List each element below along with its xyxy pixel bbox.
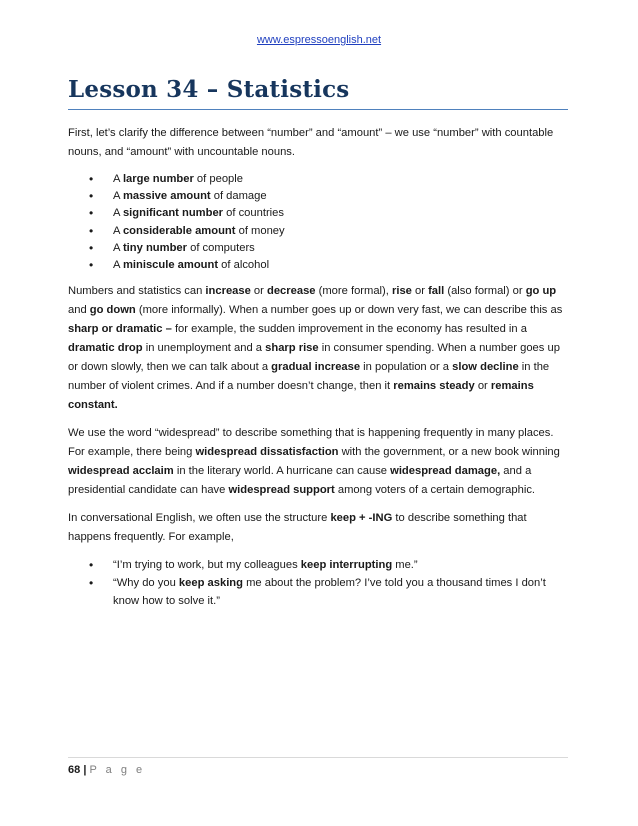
bold-phrase: widespread damage, [390, 465, 501, 478]
bold-phrase: decrease [267, 285, 316, 298]
bold-phrase: considerable amount [122, 224, 236, 237]
list-item [68, 556, 568, 574]
text-run: in the literary world. A hurricane can cause [173, 465, 391, 478]
text-run: Numbers and statistics can [68, 285, 206, 298]
bold-phrase: sharp rise [265, 342, 319, 355]
text-run: and [68, 304, 90, 317]
text-run: or [250, 285, 267, 298]
bold-phrase: dramatic drop [68, 342, 143, 355]
bold-phrase: remains constant. [68, 380, 534, 412]
text-run: in the number of violent crimes. And if a number doesn’t change, then it [68, 361, 550, 393]
page-number: 68 [68, 764, 81, 776]
bold-phrase: large number [122, 173, 194, 185]
text-run: and a presidential candidate can have [68, 465, 532, 497]
page-label: P a g e [89, 764, 146, 776]
quantity-examples-list [68, 171, 568, 274]
bullet-icon: • [89, 558, 94, 573]
text-run: among voters of a certain demographic. [334, 484, 536, 497]
bullet-icon: • [89, 172, 94, 186]
keep-examples-list [68, 556, 568, 610]
text-run: (also formal) or [444, 285, 526, 298]
list-item [68, 574, 568, 610]
bullet-icon: • [89, 240, 94, 255]
intro-paragraph [68, 124, 568, 162]
text-run: A [113, 190, 123, 203]
bold-phrase: keep interrupting [300, 559, 393, 572]
text-run: or [474, 380, 491, 393]
bold-phrase: sharp or dramatic – [68, 323, 172, 336]
text-run: to describe something that happens frequently. For example, [68, 512, 527, 544]
text-run: of damage [210, 190, 267, 203]
text-run: (more formal), [315, 285, 392, 298]
text-run: with the government, or a new book winning [338, 446, 560, 459]
bold-phrase: keep + -ING [330, 512, 393, 525]
bold-phrase: massive amount [122, 190, 211, 203]
text-run: or [411, 285, 429, 298]
text-run: in population or a [360, 361, 453, 374]
text-run: in unemployment and a [142, 342, 266, 355]
bullet-icon: • [89, 206, 94, 221]
bold-phrase: tiny number [122, 241, 187, 254]
widespread-paragraph [68, 424, 568, 500]
bold-phrase: widespread acclaim [68, 465, 174, 478]
page-footer [68, 764, 145, 776]
bold-phrase: remains steady [393, 380, 475, 393]
text-run: of people [193, 173, 243, 185]
bold-phrase: significant number [122, 207, 224, 220]
text-run: A [113, 173, 123, 185]
text-run: (more informally). When a number goes up or down very fast, we can describe this as [135, 304, 563, 317]
footer-separator: | [83, 764, 87, 776]
keep-paragraph [68, 509, 568, 547]
bold-phrase: widespread dissatisfaction [195, 446, 339, 459]
text-run: of money [235, 224, 285, 237]
text-run: A [113, 259, 123, 272]
text-run: In conversational English, we often use the structure [68, 512, 331, 525]
text-run: me about the problem? I’ve told you a thousand times I don’t know how to solve it.” [113, 577, 546, 608]
text-run: A [113, 224, 123, 237]
title-underline [68, 109, 568, 110]
bullet-icon: • [89, 189, 94, 204]
bold-phrase: fall [428, 285, 445, 298]
text-run: for example, the sudden improvement in the economy has resulted in a [171, 323, 527, 336]
list-item [68, 240, 568, 257]
bullet-icon: • [89, 258, 94, 273]
bold-phrase: keep asking [178, 577, 243, 590]
bold-phrase: gradual increase [271, 361, 361, 374]
text-run: in consumer spending. When a number goes up or down slowly, then we can talk about a [68, 342, 560, 374]
text-run: A [113, 207, 123, 220]
bold-phrase: increase [205, 285, 251, 298]
bold-phrase: go up [525, 285, 557, 298]
bold-phrase: rise [392, 285, 412, 298]
bold-phrase: widespread support [228, 484, 335, 497]
list-item [68, 257, 568, 274]
text-run: of computers [186, 241, 255, 254]
bold-phrase: go down [89, 304, 136, 317]
text-run: “I’m trying to work, but my colleagues [113, 559, 301, 572]
text-run: of countries [223, 207, 284, 220]
lesson-title: Lesson 34 – Statistics [68, 76, 350, 103]
footer-divider [68, 757, 568, 758]
list-item [68, 223, 568, 240]
bold-phrase: slow decline [452, 361, 519, 374]
list-item [68, 171, 568, 188]
text-run: First, let’s clarify the difference between “number” and “amount” – we use “number” with countable nouns, and “amount” with uncountable nouns. [68, 127, 554, 158]
bullet-icon: • [89, 576, 94, 591]
bold-phrase: miniscule amount [122, 259, 219, 272]
bullet-icon: • [89, 223, 94, 238]
list-item [68, 205, 568, 222]
list-item [68, 188, 568, 205]
website-link[interactable]: www.espressoenglish.net [256, 34, 382, 46]
text-run: of alcohol [218, 259, 270, 272]
text-run: “Why do you [113, 577, 179, 590]
text-run: me.” [392, 559, 418, 572]
text-run: A [113, 241, 123, 254]
changes-paragraph [68, 282, 568, 415]
lesson-body [68, 124, 568, 618]
text-run: We use the word “widespread” to describe something that is happening frequently in many places. For example, there being [68, 427, 554, 459]
